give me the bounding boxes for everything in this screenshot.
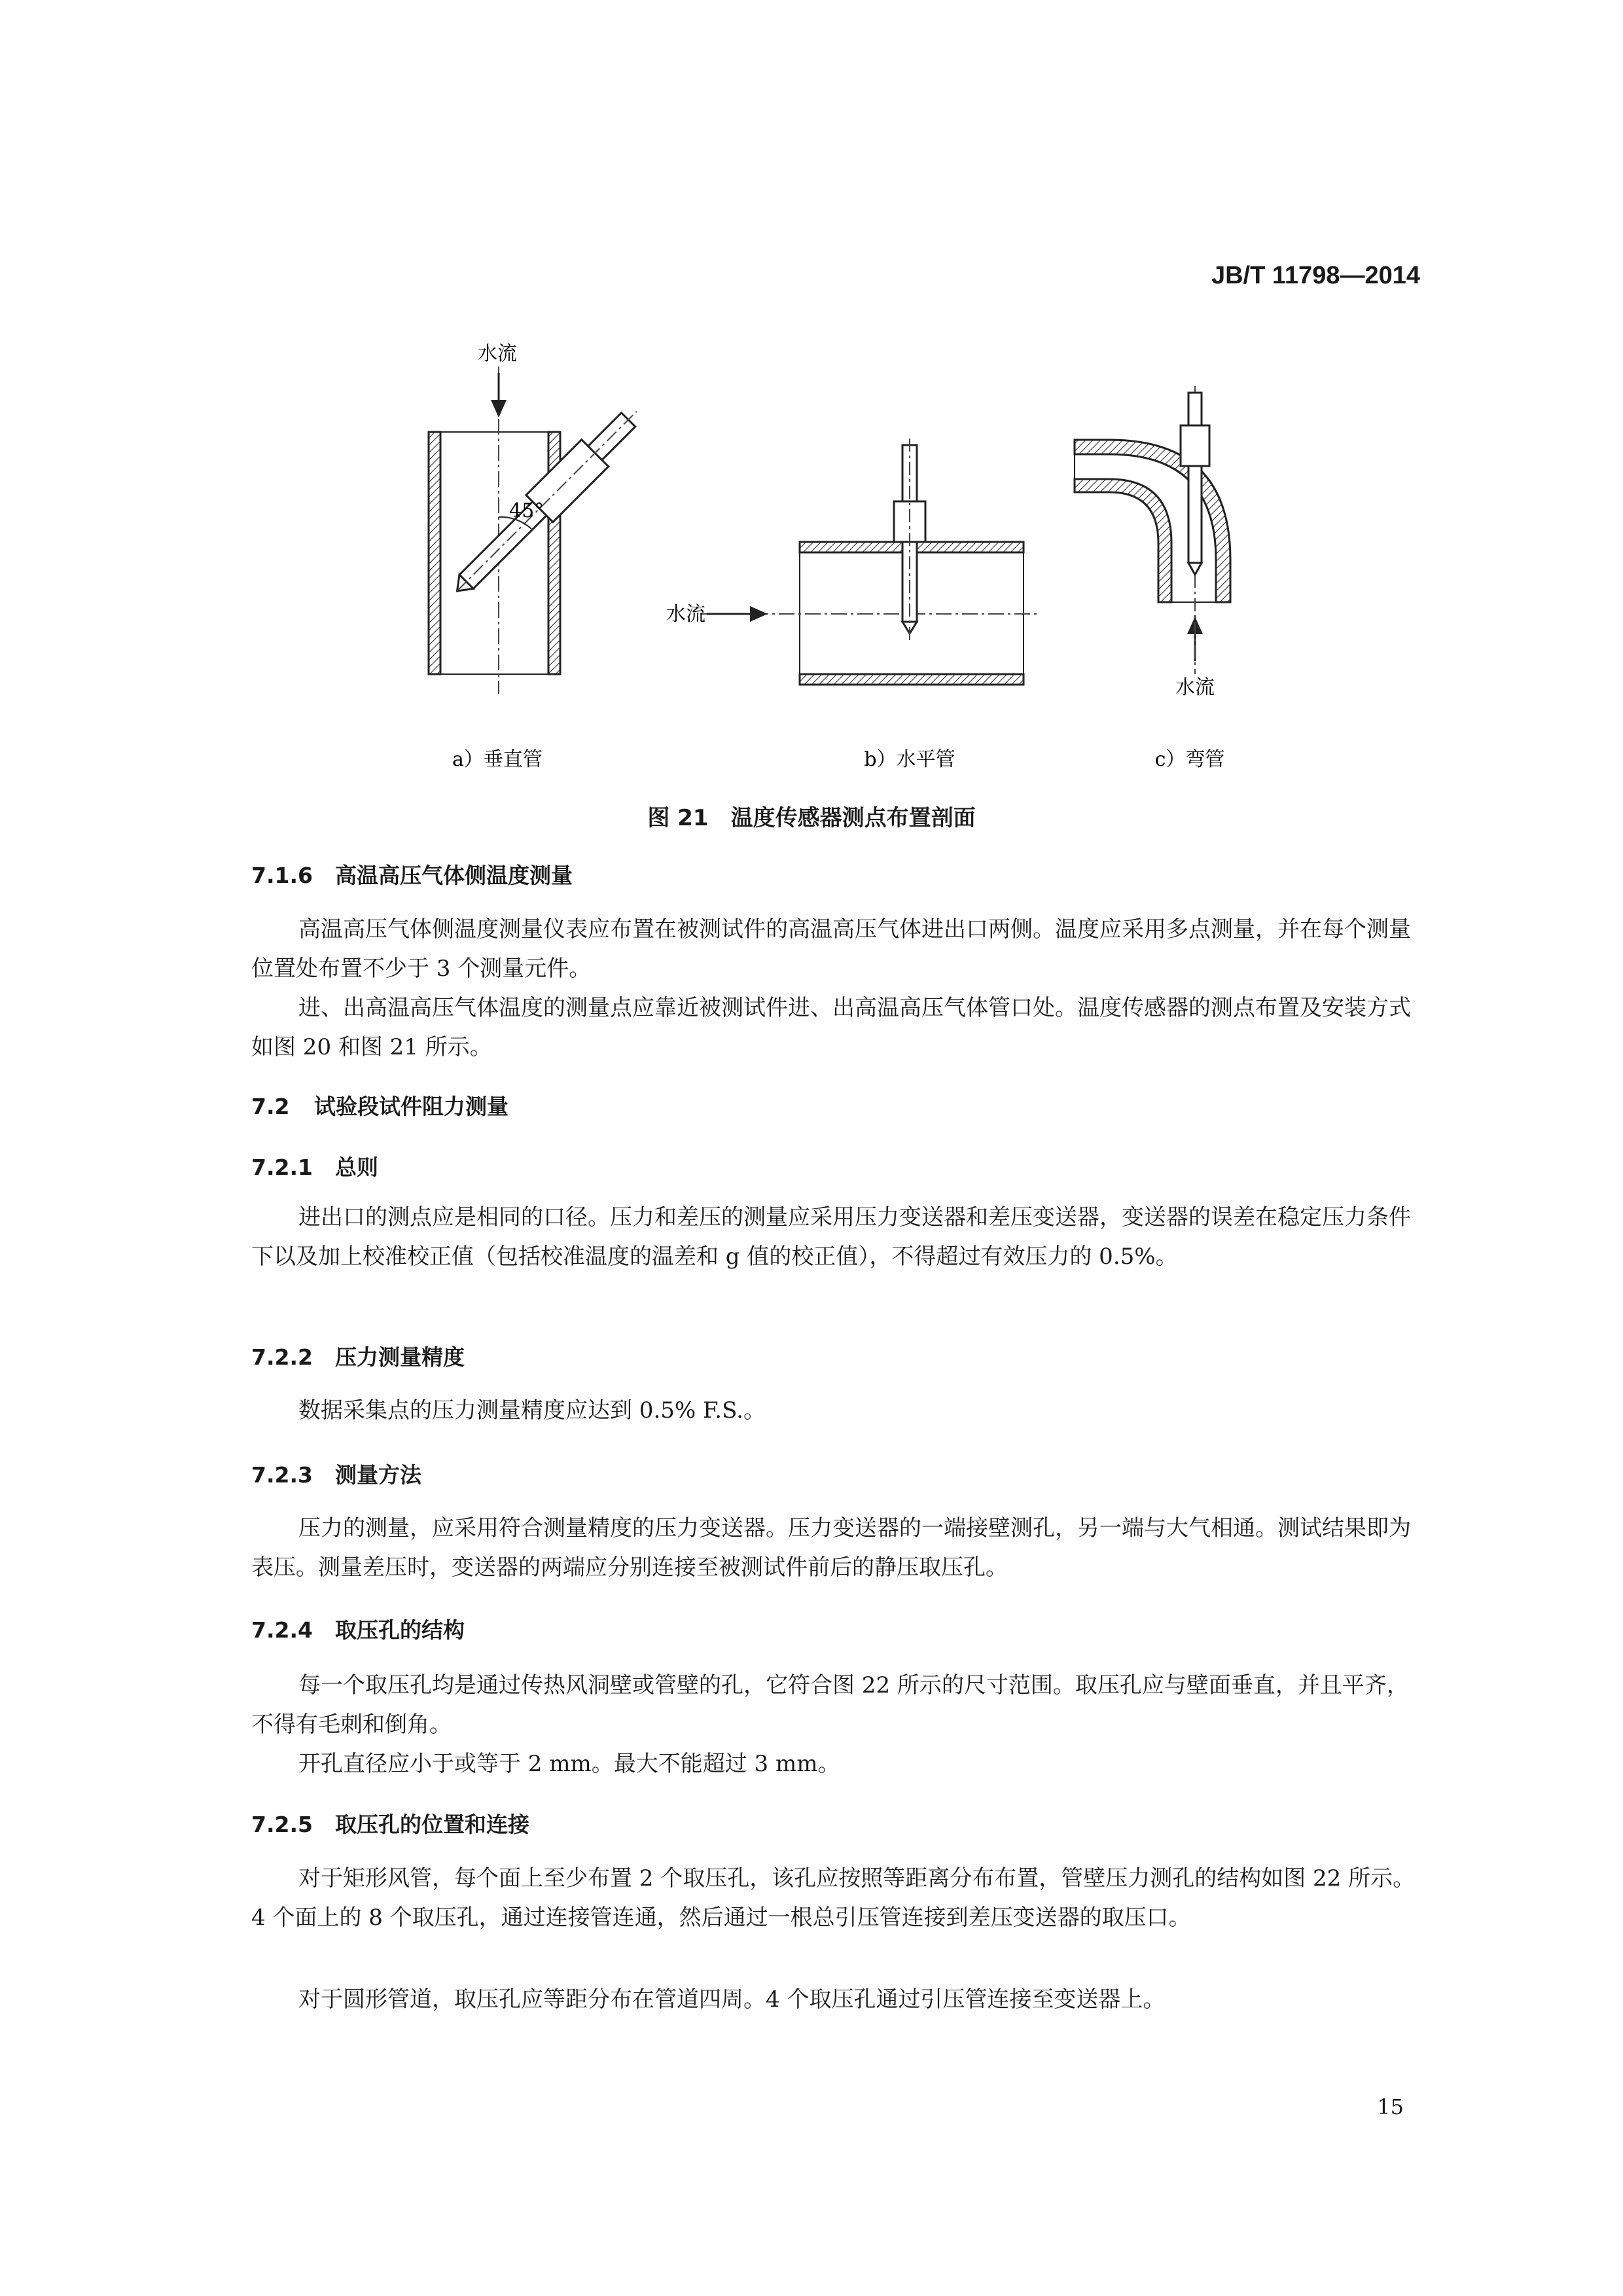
section-number: 7.2.5	[251, 1812, 313, 1837]
figure-21-diagram	[0, 0, 1623, 785]
section-number: 7.2.3	[251, 1462, 313, 1488]
elbow-pipe-drawing	[1075, 386, 1230, 674]
flow-label-c: 水流	[1175, 676, 1215, 699]
subfigure-label-a: a）垂直管	[452, 748, 543, 771]
section-heading-7-1-6	[251, 859, 573, 889]
section-title: 高温高压气体侧温度测量	[335, 863, 573, 888]
subfigure-label-c: c）弯管	[1154, 748, 1225, 771]
section-title: 试验段试件阻力测量	[314, 1094, 508, 1119]
section-number: 7.2.1	[251, 1155, 313, 1180]
section-heading-7-2-1	[251, 1151, 378, 1181]
paragraph: 开孔直径应小于或等于 2 mm。最大不能超过 3 mm。	[298, 1751, 840, 1777]
paragraph: 每一个取压孔均是通过传热风洞壁或管壁的孔，它符合图 22 所示的尺寸范围。取压孔应与壁面垂直，并且平齐，不得有毛刺和倒角。	[251, 1672, 1409, 1738]
paragraph: 对于圆形管道，取压孔应等距分布在管道四周。4 个取压孔通过引压管连接至变送器上。	[298, 1986, 1166, 2013]
section-heading-7-2-4	[251, 1613, 465, 1644]
page-number: 15	[1377, 2094, 1404, 2119]
flow-label-a: 水流	[478, 342, 517, 365]
section-title: 测量方法	[335, 1462, 421, 1488]
angle-label: 45°	[509, 499, 544, 522]
section-heading-7-2	[251, 1090, 508, 1121]
section-number: 7.2	[251, 1094, 290, 1119]
document-code: JB/T 11798—2014	[1211, 262, 1420, 289]
section-title: 压力测量精度	[335, 1344, 465, 1370]
paragraph: 高温高压气体侧温度测量仪表应布置在被测试件的高温高压气体进出口两侧。温度应采用多点测量，并在每个测量位置处布置不少于 3 个测量元件。	[251, 916, 1411, 982]
paragraph: 压力的测量，应采用符合测量精度的压力变送器。压力变送器的一端接壁测孔，另一端与大气相通。测试结果即为表压。测量差压时，变送器的两端应分别连接至被测试件前后的静压取压孔。	[251, 1515, 1411, 1581]
section-heading-7-2-5	[251, 1808, 529, 1839]
figure-caption: 图 21 温度传感器测点布置剖面	[647, 805, 976, 831]
flow-label-b: 水流	[666, 603, 705, 626]
subfigure-label-b: b）水平管	[864, 748, 955, 771]
paragraph: 进出口的测点应是相同的口径。压力和差压的测量应采用压力变送器和差压变送器，变送器的误差在稳定压力条件下以及加上校准校正值（包括校准温度的温差和 g 值的校正值），不得超过有效压力的 0.5%。	[251, 1204, 1411, 1270]
paragraph: 数据采集点的压力测量精度应达到 0.5% F.S.。	[298, 1397, 766, 1424]
paragraph: 进、出高温高压气体温度的测量点应靠近被测试件进、出高温高压气体管口处。温度传感器的测点布置及安装方式如图 20 和图 21 所示。	[251, 995, 1411, 1060]
paragraph: 对于矩形风管，每个面上至少布置 2 个取压孔，该孔应按照等距离分布布置，管壁压力测孔的结构如图 22 所示。4 个面上的 8 个取压孔，通过连接管连通，然后通过一根总引压管连接到差压变送器的取压口。	[251, 1865, 1416, 1931]
section-title: 取压孔的位置和连接	[335, 1812, 529, 1837]
section-number: 7.2.4	[251, 1617, 313, 1643]
section-heading-7-2-3	[251, 1458, 421, 1489]
section-number: 7.1.6	[251, 863, 313, 888]
section-title: 取压孔的结构	[335, 1617, 465, 1643]
section-title: 总则	[335, 1155, 378, 1180]
section-number: 7.2.2	[251, 1344, 313, 1370]
horizontal-pipe-drawing	[700, 439, 1041, 685]
vertical-pipe-drawing	[429, 367, 650, 694]
section-heading-7-2-2	[251, 1340, 465, 1371]
